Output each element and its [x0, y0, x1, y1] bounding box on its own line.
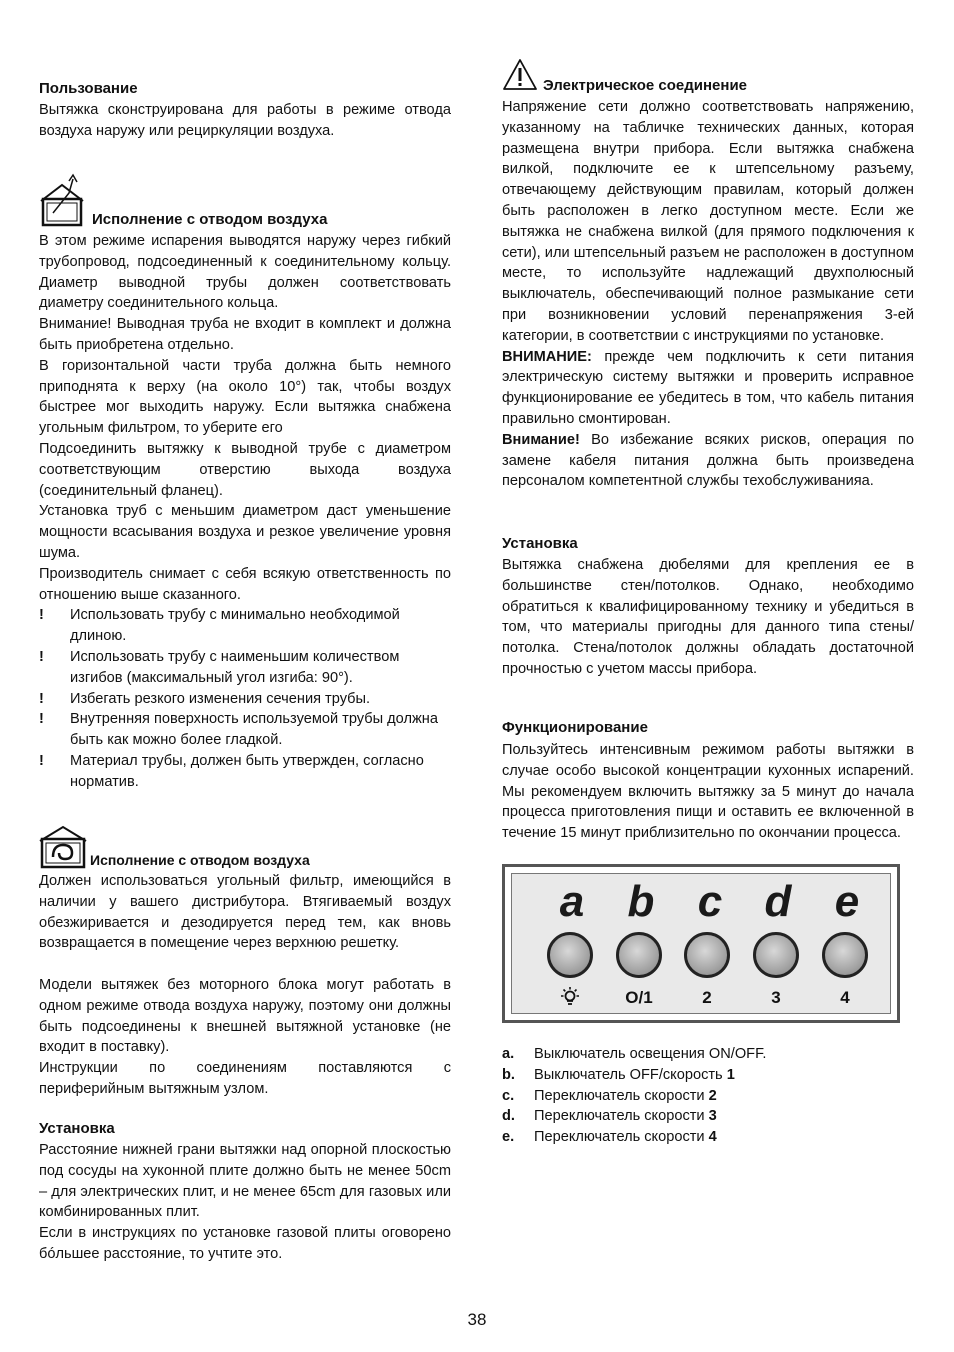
control-panel — [511, 873, 891, 1014]
bullet-text: Внутренняя поверхность используемой трубы должна быть как можно более гладкой. — [70, 711, 438, 749]
exclamation-icon: ! — [39, 690, 44, 707]
electrical-para-1: Напряжение сети должно соответствовать напряжению, указанному на табличке технических данных, которая размещена внутри прибора. Если вытяжка снабжена вилкой, подключите ее к штепсельному разъему, отвечающему действующим правилам, который должен быть расположен в легко доступном месте. Если же вытяжка не снабжена вилкой (для прямого подключения к сети), или штепсельный разъем не расположен в доступном месте, то используйте надлежащий двухполюсный выключатель, обеспечивающий полное размыкание сети при возникновении условий перенапряжения 3-ей категории, в соответствии с инструкциями по установке. — [502, 99, 914, 344]
legend-item — [502, 1127, 914, 1148]
warning-text: Во избежание всяких рисков, операция по замене кабеля питания должна быть произведена персоналом компетентной службы техобслуживанияа. — [502, 431, 914, 490]
recirc-para-1: Должен использоваться угольный фильтр, имеющийся в наличии у вашего дистрибутора. Втягиваемый воздух обезжиривается и дезодируется перед тем, как вновь возвращается в помещение через верхнюю решетку. — [39, 873, 451, 952]
legend-bold: 1 — [726, 1066, 735, 1083]
usage-text: Вытяжка сконструирована для работы в режиме отвода воздуха наружу или рециркуляции воздуха. — [39, 102, 451, 139]
bullet-item — [39, 605, 451, 647]
installation-body — [39, 1140, 451, 1265]
exclamation-icon: ! — [39, 752, 44, 769]
legend-text: Выключатель освещения ON/OFF. — [534, 1046, 767, 1062]
legend-bold: 3 — [708, 1108, 717, 1125]
panel-label-c: 2 — [702, 988, 712, 1007]
bullet-item — [39, 689, 451, 710]
light-bulb-icon — [550, 988, 590, 1013]
exclamation-icon: ! — [39, 607, 44, 624]
electrical-para-2 — [502, 347, 914, 430]
recirc-para-3: Инструкции по соединениям поставляются с периферийным вытяжным узлом. — [39, 1060, 451, 1097]
panel-letter-c: c — [697, 877, 723, 926]
attention-text: прежде чем подключить к сети питания электрическую систему вытяжки и проверить исправное функционирование ее убедитесь в том, что кабель питания правильно смонтирован. — [502, 348, 914, 427]
legend-item — [502, 1106, 914, 1127]
installation-right-text: Вытяжка снабжена дюбелями для крепления ее в большинстве стен/потолков. Однако, необходимо обратиться к квалифицированному технику и убедиться в том, что материалы пригодны для данного типа стены/потолка. Стена/потолок должны обладать достаточной прочностью с учетом массы прибора. — [502, 557, 914, 677]
legend-bold: 4 — [708, 1129, 717, 1146]
ducted-para-1: В этом режиме испарения выводятся наружу через гибкий трубопровод, подсоединенный к соединительному кольцу. Диаметр выводной трубы должен соответствовать диаметру соединительного кольца. — [39, 233, 451, 312]
legend-text: Выключатель OFF/скорость — [534, 1066, 727, 1083]
ducted-para-6: Производитель снимает с себя всякую ответственность по отношению выше сказанного. — [39, 565, 451, 603]
button-c-speed2[interactable] — [684, 932, 730, 978]
button-e-speed4[interactable] — [822, 932, 868, 978]
legend-item — [502, 1086, 914, 1107]
panel-label-b: O/1 — [625, 988, 653, 1007]
panel-letter-e: e — [834, 877, 860, 926]
legend-item — [502, 1044, 914, 1065]
operation-text: Пользуйтесь интенсивным режимом работы вытяжки в случае особо высокой концентрации кухонных испарений. Мы рекомендуем включить вытяжку за 5 минут до начала процесса приготовления пищи и оставить ее включенной в течение 15 минут приблизительно по окончании процесса. — [502, 742, 914, 842]
recirculation-body — [39, 871, 451, 1100]
panel-letter-a: a — [559, 877, 585, 926]
section-heading-usage: Пользование — [39, 80, 138, 97]
ducted-body — [39, 231, 451, 793]
bullet-item — [39, 709, 451, 751]
exclamation-icon: ! — [39, 648, 44, 665]
bullet-text: Использовать трубу с наименьшим количеством изгибов (максимальный угол изгиба: 90°). — [70, 648, 400, 686]
legend-text: Переключатель скорости — [534, 1108, 709, 1125]
ducted-para-4: Подсоединить вытяжку к выводной трубе с диаметром соответствующим отверстию выхода воздуха (соединительный фланец). — [39, 440, 451, 499]
section-heading-operation: Функционирование — [502, 719, 648, 736]
exclamation-icon: ! — [39, 711, 44, 728]
warning-label: Внимание! — [502, 431, 580, 448]
recirc-para-2: Модели вытяжек без моторного блока могут работать в одном режиме отвода воздуха наружу, поэтому они должны быть подсоединены к внешней вытяжной установке (не входит в поставку). — [39, 976, 451, 1056]
page-number: 38 — [467, 1310, 487, 1329]
section-heading-recirculation: Исполнение с отводом воздуха — [90, 852, 310, 868]
bullet-item — [39, 751, 451, 793]
legend-item — [502, 1065, 914, 1086]
panel-letter-d: d — [764, 877, 792, 926]
bullet-text: Избегать резкого изменения сечения трубы. — [70, 690, 371, 707]
legend-text: Переключатель скорости — [534, 1087, 709, 1104]
control-panel-figure — [502, 864, 900, 1023]
panel-label-e: 4 — [840, 988, 850, 1007]
bullet-text: Материал трубы, должен быть утвержден, согласно норматив. — [70, 752, 424, 790]
install-para-1: Расстояние нижней грани вытяжки над опорной плоскостью под сосуды на хуконной плите должно быть не менее 50cm – для электрических плит, и не менее 65cm для газовых или комбинированных плит. — [39, 1142, 451, 1221]
section-heading-installation-right: Установка — [502, 535, 578, 552]
electrical-body — [502, 97, 914, 492]
control-legend — [502, 1044, 914, 1148]
button-a-light[interactable] — [547, 932, 593, 978]
bullet-text: Использовать трубу с минимально необходимой длиною. — [70, 607, 400, 645]
ducted-para-5: Установка труб с меньшим диаметром даст уменьшение мощности всасывания воздуха и резкое увеличение уровня шума. — [39, 503, 451, 561]
attention-label: ВНИМАНИЕ: — [502, 348, 592, 365]
legend-key: c. — [502, 1087, 515, 1104]
section-heading-electrical: Электрическое соединение — [543, 77, 748, 94]
button-b-off-speed1[interactable] — [616, 932, 662, 978]
button-d-speed3[interactable] — [753, 932, 799, 978]
legend-text: Переключатель скорости — [534, 1129, 709, 1146]
section-heading-installation: Установка — [39, 1120, 115, 1137]
legend-key: b. — [502, 1066, 515, 1083]
legend-key: a. — [502, 1046, 515, 1062]
bullet-item — [39, 647, 451, 689]
legend-key: e. — [502, 1129, 515, 1146]
panel-label-d: 3 — [771, 988, 781, 1007]
panel-letter-b: b — [627, 877, 655, 926]
ducted-para-2: Внимание! Выводная труба не входит в комплект и должна быть приобретена отдельно. — [39, 316, 451, 353]
legend-key: d. — [502, 1108, 515, 1125]
house-duct-icon — [39, 173, 87, 236]
house-recirculation-icon — [39, 825, 87, 876]
section-heading-ducted: Исполнение с отводом воздуха — [92, 211, 328, 228]
legend-bold: 2 — [708, 1087, 717, 1104]
install-para-2: Если в инструкциях по установке газовой плиты оговорено бóльшее расстояние, то учтите это. — [39, 1225, 451, 1262]
warning-triangle-icon — [502, 58, 538, 99]
electrical-para-3 — [502, 430, 914, 492]
ducted-para-3: В горизонтальной части труба должна быть немного приподнята к верху (на около 10°) так, чтобы воздух быстрее мог выходить наружу. Если вытяжка снабжена угольным фильтром, то уберите его — [39, 357, 451, 437]
